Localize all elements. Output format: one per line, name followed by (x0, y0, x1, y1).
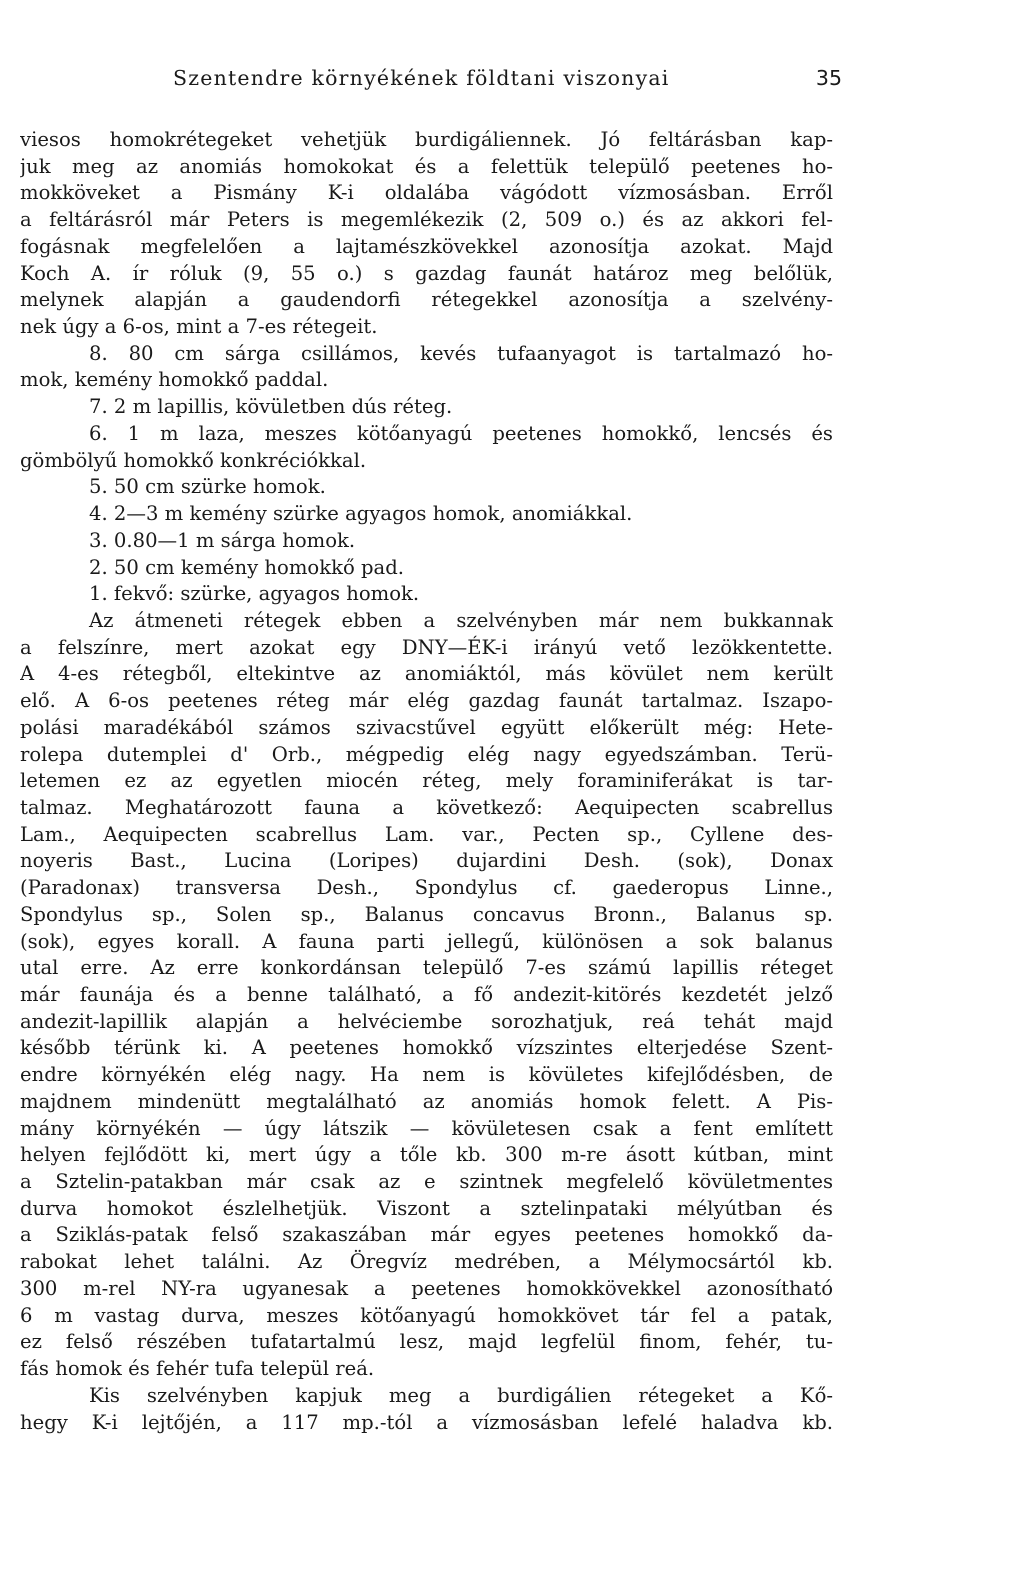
text-line: mány környékén — úgy látszik — kövületesen csak a fent említett (20, 1116, 833, 1140)
text-line: fás homok és fehér tufa települ reá. (20, 1357, 375, 1381)
text-line: Koch A. ír róluk (9, 55 o.) s gazdag faunát határoz meg belőlük, (20, 261, 833, 285)
text-line: noyeris Bast., Lucina (Loripes) dujardini Desh. (sok), Donax (20, 849, 833, 873)
text-line: 300 m-rel NY-ra ugyanesak a peetenes homokkövekkel azonosítható (20, 1276, 833, 1300)
text-line: 6. 1 m laza, meszes kötőanyagú peetenes homokkő, lencsés és (89, 421, 833, 445)
text-line: nek úgy a 6-os, mint a 7-es rétegeit. (20, 315, 378, 339)
text-line: juk meg az anomiás homokokat és a felettük települő peetenes ho- (20, 154, 833, 178)
text-line: már faunája és a benne található, a fő andezit-kitörés kezdetét jelző (20, 983, 833, 1006)
page-number: 35 (815, 66, 842, 90)
text-line: mok, kemény homokkő paddal. (20, 368, 329, 392)
text-line: a feltárásról már Peters is megemlékezik (2, 509 o.) és az akkori fel- (20, 208, 833, 232)
text-line: (sok), egyes korall. A fauna parti jellegű, különösen a sok balanus (20, 929, 833, 953)
text-line: helyen fejlődött ki, mert úgy a tőle kb. 300 m-re ásott kútban, mint (20, 1143, 833, 1167)
text-line: Lam., Aequipecten scabrellus Lam. var., Pecten sp., Cyllene des- (20, 822, 833, 846)
text-line: 7. 2 m lapillis, kövületben dús réteg. (89, 395, 453, 419)
text-line: A 4-es rétegből, eltekintve az anomiáktól, más kövület nem került (20, 662, 833, 686)
text-line: később térünk ki. A peetenes homokkő vízszintes elterjedése Szent- (20, 1036, 833, 1060)
text-line: ez felső részében tufatartalmú lesz, majd legfelül finom, fehér, tu- (20, 1330, 833, 1354)
text-line: Az átmeneti rétegek ebben a szelvényben már nem bukkannak (89, 608, 833, 632)
text-line: utal erre. Az erre konkordánsan települő 7-es számú lapillis réteget (20, 956, 833, 980)
text-line: gömbölyű homokkő konkréciókkal. (20, 448, 367, 472)
text-line: polási maradékából számos szivacstűvel együtt előkerült még: Hete- (20, 715, 833, 739)
text-line: hegy K-i lejtőjén, a 117 mp.-tól a vízmosásban lefelé haladva kb. (20, 1410, 833, 1434)
text-line: 6 m vastag durva, meszes kötőanyagú homokkövet tár fel a patak, (20, 1303, 833, 1327)
text-line: andezit-lapillik alapján a helvéciembe sorozhatjuk, reá tehát majd (20, 1009, 833, 1033)
text-line: fogásnak megfelelően a lajtamészkövekkel azonosítja azokat. Majd (20, 234, 833, 258)
text-line: viesos homokrétegeket vehetjük burdigáliennek. Jó feltárásban kap- (20, 128, 833, 151)
text-line: talmaz. Meghatározott fauna a következő: Aequipecten scabrellus (20, 795, 833, 819)
text-line: endre környékén elég nagy. Ha nem is kövületes kifejlődésben, de (20, 1063, 833, 1087)
text-line: (Paradonax) transversa Desh., Spondylus cf. gaederopus Linne., (20, 876, 833, 900)
text-line: rolepa dutemplei d' Orb., mégpedig elég nagy egyedszámban. Terü- (20, 742, 833, 766)
text-line: melynek alapján a gaudendorfi rétegekkel azonosítja a szelvény- (20, 288, 833, 312)
text-line: Spondylus sp., Solen sp., Balanus concavus Bronn., Balanus sp. (20, 902, 833, 926)
text-line: 1. fekvő: szürke, agyagos homok. (89, 582, 420, 606)
text-line: a Sziklás-patak felső szakaszában már egyes peetenes homokkő da- (20, 1223, 833, 1247)
text-line: 2. 50 cm kemény homokkő pad. (89, 555, 404, 579)
text-line: rabokat lehet találni. Az Öregvíz medrében, a Mélymocsártól kb. (20, 1250, 833, 1274)
text-line: Kis szelvényben kapjuk meg a burdigálien rétegeket a Kő- (89, 1383, 833, 1407)
text-line: 3. 0.80—1 m sárga homok. (89, 528, 356, 552)
text-line: letemen ez az egyetlen miocén réteg, mely foraminiferákat is tar- (20, 769, 833, 793)
text-line: a felszínre, mert azokat egy DNY—ÉK-i irányú vető lezökkentette. (20, 635, 833, 659)
text-line: a Sztelin-patakban már csak az e szintnek megfelelő kövületmentes (20, 1170, 833, 1194)
text-line: majdnem mindenütt megtalálható az anomiás homok felett. A Pis- (20, 1089, 833, 1113)
text-line: 5. 50 cm szürke homok. (89, 475, 326, 499)
running-title: Szentendre környékének földtani viszonyai (173, 66, 670, 90)
text-line: durva homokot észlelhetjük. Viszont a sztelinpataki mélyútban és (20, 1196, 833, 1220)
page-header (0, 66, 1024, 96)
body-text (20, 127, 833, 1436)
text-line: elő. A 6-os peetenes réteg már elég gazdag faunát tartalmaz. Iszapo- (20, 689, 833, 713)
text-line: 4. 2—3 m kemény szürke agyagos homok, anomiákkal. (89, 502, 633, 526)
text-line: mokköveket a Pismány K-i oldalába vágódott vízmosásban. Erről (20, 181, 833, 205)
text-line: 8. 80 cm sárga csillámos, kevés tufaanyagot is tartalmazó ho- (89, 341, 833, 365)
